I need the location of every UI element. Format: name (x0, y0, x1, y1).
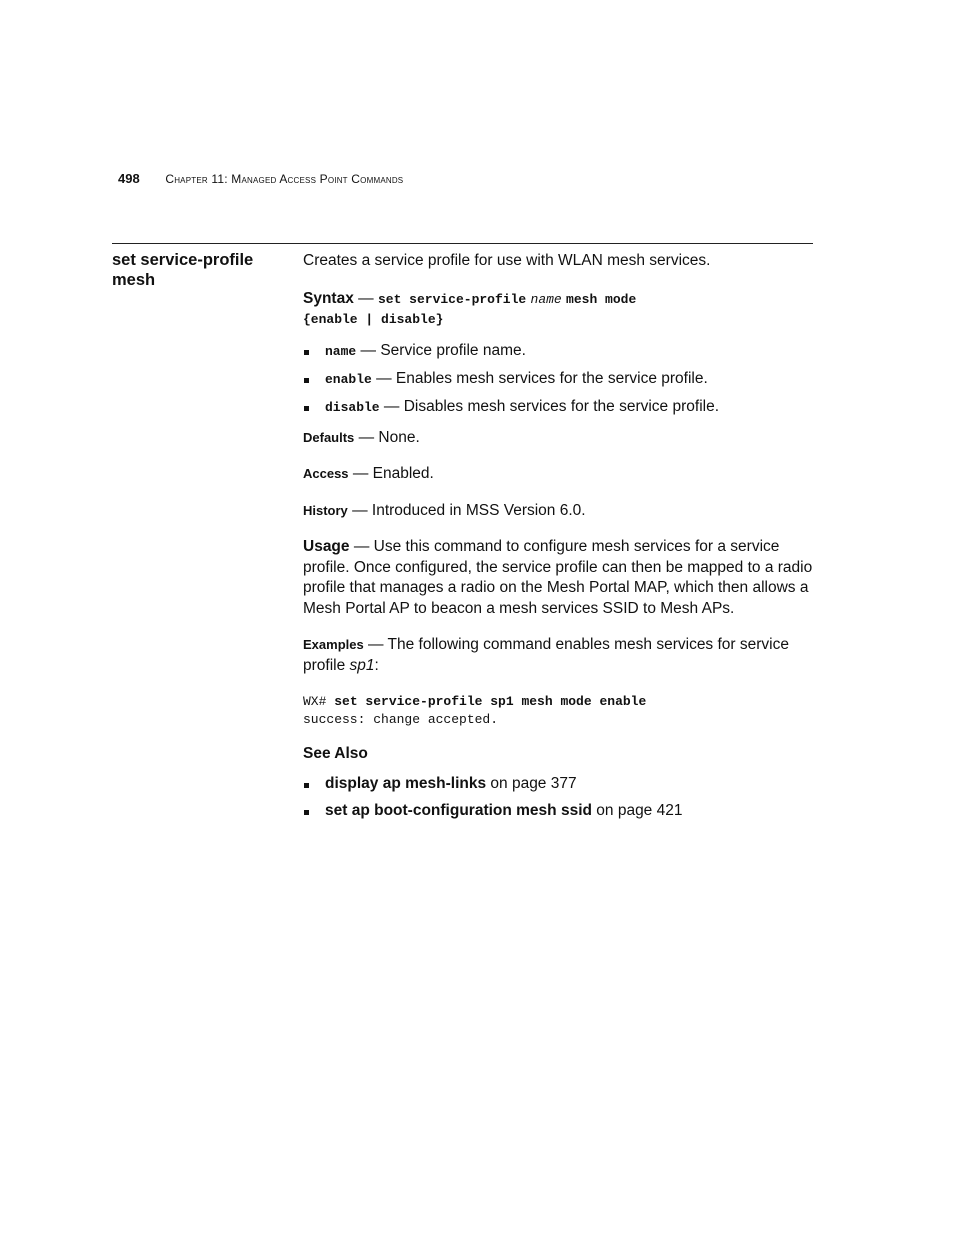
param-term: name (325, 343, 357, 359)
see-also-link[interactable]: display ap mesh-links (325, 774, 487, 792)
syntax-mesh-mode: mesh mode (566, 291, 637, 307)
list-item (303, 369, 815, 390)
bullet-icon (304, 378, 309, 383)
list-item (303, 774, 815, 794)
page-number: 498 (118, 171, 140, 186)
bullet-icon (304, 406, 309, 411)
see-also-page: on page 421 (591, 801, 683, 819)
code-example (303, 693, 815, 729)
syntax-options: {enable | disable} (303, 311, 444, 327)
section-divider (112, 243, 813, 244)
code-output: success: change accepted. (303, 712, 499, 727)
usage: Usage — Use this command to configure mesh services for a service profile. Once configured, the service profile can then be mapped to a radio profile that manages a radio on the Mesh Portal MAP, which then allows a Mesh Portal AP to beacon a mesh services SSID to Mesh APs. (303, 538, 813, 617)
examples-label: Examples (303, 637, 364, 652)
chapter-title: Chapter 11: Managed Access Point Commands (165, 172, 404, 186)
param-desc: — Enables mesh services for the service profile. (371, 369, 708, 387)
syntax-command: set service-profile (377, 291, 527, 307)
code-prompt: WX# (303, 694, 335, 709)
param-desc: — Service profile name. (356, 341, 526, 359)
list-item (303, 801, 815, 821)
bullet-icon (304, 350, 309, 355)
list-item (303, 341, 815, 362)
param-desc: — Disables mesh services for the service profile. (379, 397, 720, 415)
see-also-list (303, 774, 815, 821)
page-header (118, 171, 403, 186)
bullet-icon (304, 810, 309, 815)
history: History — Introduced in MSS Version 6.0. (303, 501, 586, 519)
syntax-name-arg: name (530, 291, 562, 307)
defaults: Defaults — None. (303, 428, 420, 446)
bullet-icon (304, 783, 309, 788)
history-label: History (303, 502, 348, 518)
see-also-link[interactable]: set ap boot-configuration mesh ssid (325, 801, 592, 819)
access-label: Access (303, 466, 349, 481)
usage-label: Usage (303, 538, 350, 555)
command-body (303, 251, 815, 828)
param-list (303, 341, 815, 418)
param-term: disable (325, 399, 380, 415)
list-item (303, 397, 815, 418)
command-title: set service-profile mesh (112, 251, 254, 289)
examples: Examples — The following command enables mesh services for service profile sp1: (303, 636, 789, 674)
syntax-block: Syntax — set service-profile name mesh mode {enable | disable} (303, 289, 637, 327)
defaults-label: Defaults (303, 429, 355, 445)
syntax-label: Syntax (303, 289, 354, 307)
see-also-heading: See Also (303, 745, 368, 762)
see-also-page: on page 377 (486, 774, 577, 792)
access: Access — Enabled. (303, 465, 434, 482)
param-term: enable (325, 371, 372, 387)
code-command: set service-profile sp1 mesh mode enable (334, 694, 647, 709)
description: Creates a service profile for use with WLAN mesh services. (303, 252, 711, 269)
